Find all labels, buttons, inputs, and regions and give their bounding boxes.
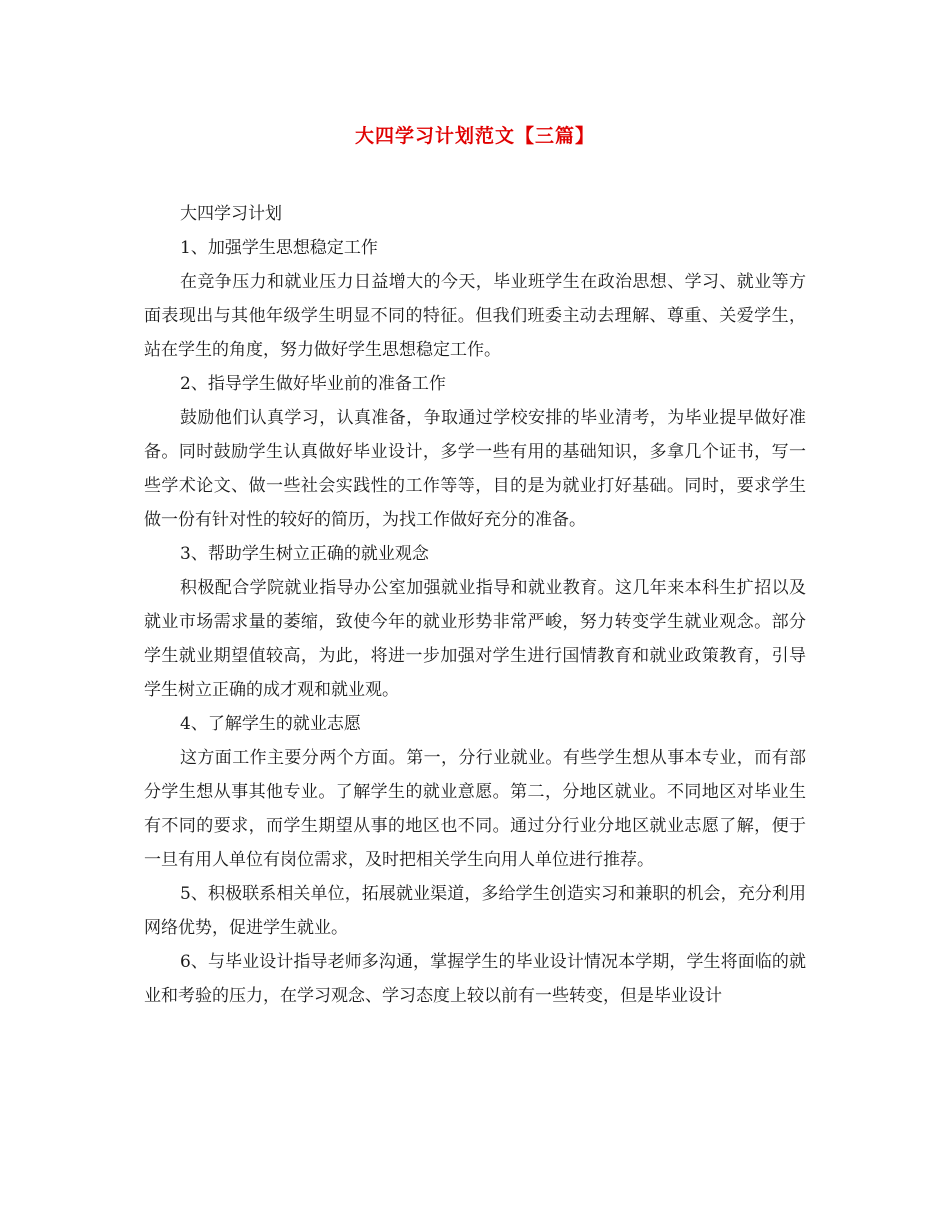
document-body	[144, 197, 806, 1013]
section-heading: 大四学习计划	[180, 204, 282, 224]
section-heading: 4、了解学生的就业志愿	[180, 714, 361, 734]
body-paragraph: 5、积极联系相关单位，拓展就业渠道，多给学生创造实习和兼职的机会，充分利用网络优势，促进学生就业。	[144, 884, 806, 938]
document-title: 大四学习计划范文【三篇】	[354, 125, 595, 147]
body-paragraph: 6、与毕业设计指导老师多沟通，掌握学生的毕业设计情况本学期，学生将面临的就业和考验的压力，在学习观念、学习态度上较以前有一些转变，但是毕业设计	[144, 952, 806, 1006]
section-heading: 2、指导学生做好毕业前的准备工作	[180, 374, 446, 394]
body-paragraph: 在竞争压力和就业压力日益增大的今天，毕业班学生在政治思想、学习、就业等方面表现出与其他年级学生明显不同的特征。但我们班委主动去理解、尊重、关爱学生，站在学生的角度，努力做好学生思想稳定工作。	[144, 272, 806, 360]
section-heading: 1、加强学生思想稳定工作	[180, 238, 378, 258]
section-heading: 3、帮助学生树立正确的就业观念	[180, 544, 429, 564]
body-paragraph: 积极配合学院就业指导办公室加强就业指导和就业教育。这几年来本科生扩招以及就业市场需求量的萎缩，致使今年的就业形势非常严峻，努力转变学生就业观念。部分学生就业期望值较高，为此，将进一步加强对学生进行国情教育和就业政策教育，引导学生树立正确的成才观和就业观。	[144, 578, 806, 700]
body-paragraph: 这方面工作主要分两个方面。第一，分行业就业。有些学生想从事本专业，而有部分学生想从事其他专业。了解学生的就业意愿。第二，分地区就业。不同地区对毕业生有不同的要求，而学生期望从事的地区也不同。通过分行业分地区就业志愿了解，便于一旦有用人单位有岗位需求，及时把相关学生向用人单位进行推荐。	[144, 748, 806, 870]
body-paragraph: 鼓励他们认真学习，认真准备，争取通过学校安排的毕业清考，为毕业提早做好准备。同时鼓励学生认真做好毕业设计，多学一些有用的基础知识，多拿几个证书，写一些学术论文、做一些社会实践性的工作等等，目的是为就业打好基础。同时，要求学生做一份有针对性的较好的简历，为找工作做好充分的准备。	[144, 408, 806, 530]
